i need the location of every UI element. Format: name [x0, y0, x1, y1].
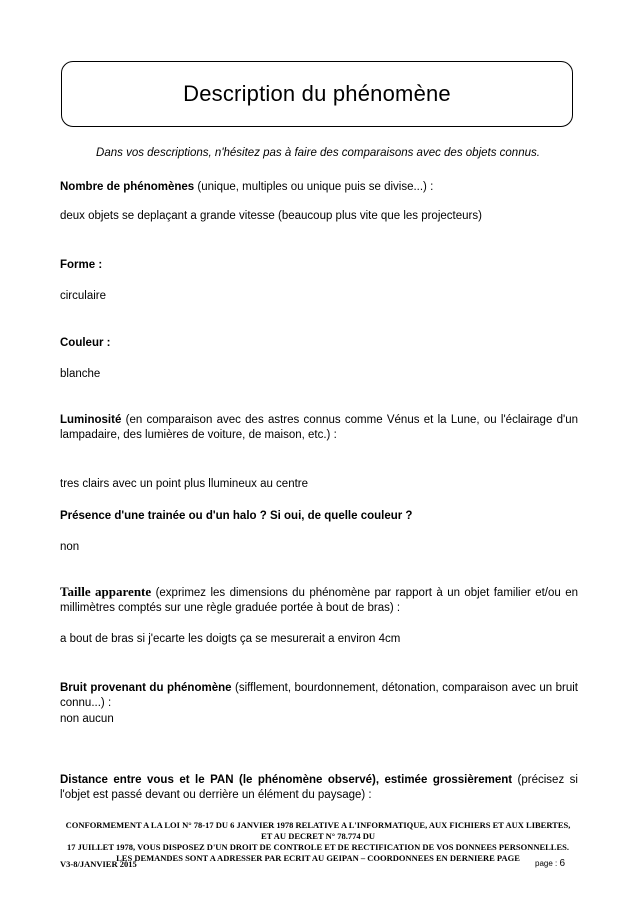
legal-footer-line1: CONFORMEMENT A LA LOI N° 78-17 DU 6 JANVIER 1978 RELATIVE A L'INFORMATIQUE, AUX FICHIERS ET AUX LIBERTES, ET AU DECRET N° 78.774 DU: [65, 820, 571, 841]
answer-bruit: non aucun: [60, 713, 114, 725]
question-couleur: [60, 336, 578, 351]
question-nombre: [60, 180, 578, 195]
answer-taille: a bout de bras si j'ecarte les doigts ça se mesurerait a environ 4cm: [60, 633, 401, 645]
question-taille-detail: (exprimez les dimensions du phénomène par rapport à un objet familier et/ou en millimètres comptés sur une règle graduée portée à bout de bras) :: [60, 587, 578, 614]
question-distance-label: Distance entre vous et le PAN (le phénomène observé), estimée grossièrement: [60, 774, 513, 786]
question-nombre-detail: (unique, multiples ou unique puis se divise...) :: [194, 181, 434, 193]
intro-text: Dans vos descriptions, n'hésitez pas à faire des comparaisons avec des objets connus.: [96, 147, 540, 159]
page-label: page :: [535, 859, 560, 868]
question-nombre-label: Nombre de phénomènes: [60, 181, 195, 193]
question-distance-detail: (précisez si l'objet est passé devant ou derrière un élément du paysage) :: [60, 774, 578, 801]
legal-footer-line2: 17 JUILLET 1978, VOUS DISPOSEZ D'UN DROIT DE CONTROLE ET DE RECTIFICATION DE VOS DONNEES PERSONNELLES.: [67, 842, 569, 852]
question-luminosite-detail: (en comparaison avec des astres connus comme Vénus et la Lune, ou l'éclairage d'un lampadaire, des lumières de voiture, de maison, etc.) :: [60, 414, 578, 441]
question-bruit-label: Bruit provenant du phénomène: [60, 682, 232, 694]
answer-trainee: non: [60, 541, 80, 553]
legal-footer-line3: LES DEMANDES SONT A ADRESSER PAR ECRIT AU GEIPAN – COORDONNEES EN DERNIERE PAGE: [116, 853, 520, 863]
page-title: Description du phénomène: [183, 81, 451, 106]
version-label: V3-8/JANVIER 2015: [60, 859, 137, 869]
section-title-box: [61, 61, 573, 127]
question-couleur-label: Couleur :: [60, 337, 111, 349]
question-forme: [60, 258, 578, 273]
question-forme-label: Forme :: [60, 259, 103, 271]
question-bruit: [60, 681, 578, 711]
question-distance: [60, 773, 578, 803]
answer-couleur: blanche: [60, 368, 101, 380]
question-trainee-label: Présence d'une trainée ou d'un halo ? Si oui, de quelle couleur ?: [60, 510, 413, 522]
question-luminosite-label: Luminosité: [60, 414, 122, 426]
question-bruit-detail: (sifflement, bourdonnement, détonation, comparaison avec un bruit connu...) :: [60, 682, 579, 709]
answer-nombre: deux objets se deplaçant a grande vitesse (beaucoup plus vite que les projecteurs): [60, 210, 482, 222]
question-taille: [60, 584, 578, 616]
question-luminosite: [60, 413, 578, 443]
answer-forme: circulaire: [60, 290, 107, 302]
legal-footer: [60, 820, 576, 864]
question-taille-label: Taille apparente: [60, 584, 152, 599]
answer-luminosite: tres clairs avec un point plus llumineux au centre: [60, 478, 309, 490]
question-trainee: [60, 509, 578, 524]
page-number: 6: [559, 858, 566, 869]
page-number-block: [535, 858, 565, 869]
